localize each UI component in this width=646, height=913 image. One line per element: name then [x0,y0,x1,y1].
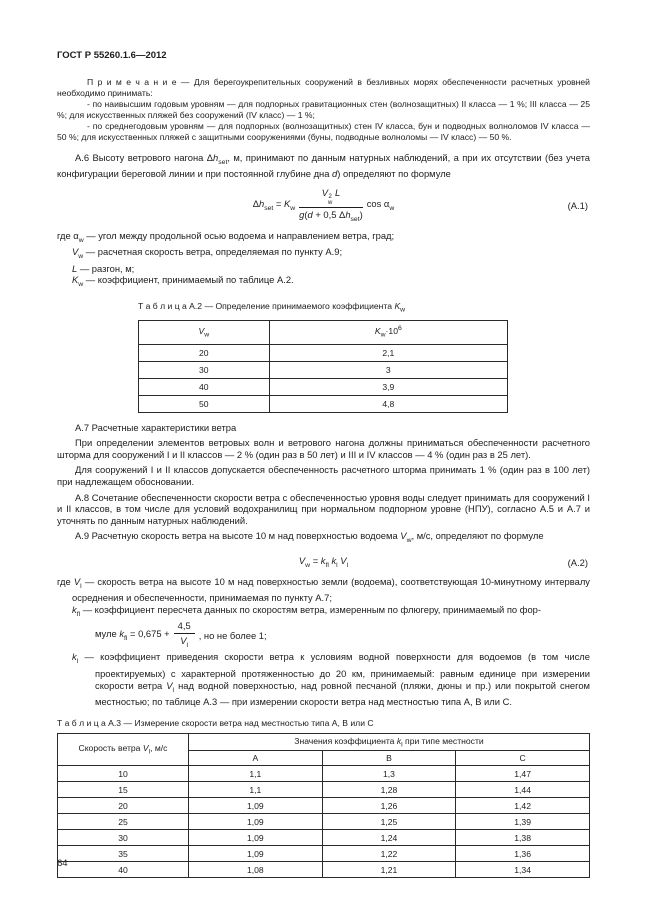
table-a3-cell: 40 [58,862,189,878]
table-a3-cell: 1,24 [322,830,456,846]
kfl-formula [95,620,590,651]
table-a3-cell: 1,26 [322,798,456,814]
note-item: - по среднегодовым уровням — для подпорных (волнозащитных) стен IV класса, бун и подводных волноломов IV класса — 50 %; для искусственных пляжей с защитными сооружениями (буны, подводные волноломы — IV класс) — 50 %. [57,121,590,142]
kfl-denominator: $V_l$ [180,635,189,649]
kfl-numerator: 4,5 [174,620,195,634]
table-row [139,378,508,395]
table-a3-cell: 1,39 [456,814,590,830]
table-a3-subcol-b: В [322,751,456,766]
table-a2-cell: 3 [269,361,507,378]
table-a2-col-vw: $V_w$ [139,320,270,344]
table-a2-header-row [139,320,508,344]
where-a2-kl: $k_l$ — коэффициент приведения скорости ветра к условиям водной поверхности для водоемов (в том числе проектируемых) с характерной протяженностью до 20 км, принимаемый: равным единице при измерении скорости ветра $V_l$ над водной поверхностью, над ровной песчаной (пляжи, дюны и пр.) или покрытой снегом местностью; по таблице А.3 — при измерении скорости ветра над местностью типа А, В или С. [72,651,590,707]
table-a3-cell: 1,28 [322,782,456,798]
table-a3 [57,733,590,879]
where-a1-l: L — разгон, м; [72,262,135,274]
doc-number: ГОСТ Р 55260.1.6—2012 [57,50,167,61]
table-a3-cell: 1,36 [456,846,590,862]
table-a3-subcol-c: С [456,751,590,766]
table-a3-cell: 1,47 [456,766,590,782]
formula-a1 [57,187,590,223]
table-a3-col-speed: Скорость ветра $V_l$, м/с [58,733,189,766]
table-a2 [138,320,508,413]
para-a7-1: При определении элементов ветровых волн и ветрового нагона должны приниматься обеспеченности расчетного шторма для сооружений I и II классов — 2 % (один раз в 50 лет) и III и IV классов — 4 % (один раз в 25 лет). [57,437,590,460]
page-number: 64 [57,858,68,869]
table-row [58,830,590,846]
table-a3-cell: 1,3 [322,766,456,782]
table-a2-body [139,344,508,412]
table-a2-cell: 40 [139,378,270,395]
where-a1-vw: $V_w$ — расчетная скорость ветра, определяемая по пункту А.9; [72,246,343,261]
where-a2-kfl: $k_{fl}$ — коэффициент пересчета данных по скоростям ветра, измеренным по флюгеру, принимаемый по фор- [72,603,542,618]
table-a3-header-row [58,733,590,751]
table-a3-cell: 25 [58,814,189,830]
note-item: - по наивысшим годовым уровням — для подпорных гравитационных стен (волнозащитных) II класса — 1 %; III класса — 25 %; для искусственных пляжей без сооружений (IV класс) — 1 %; [57,99,590,120]
kfl-formula-pre: муле $k_{fl} = 0,675$ + [95,627,170,642]
table-row [58,782,590,798]
para-a6: А.6 Высоту ветрового нагона $\Delta h_{set}$, м, принимают по данным натурных наблюдений, а при их отсутствии (без учета конфигурации береговой линии и при постоянной глубине дна d) определяют по формуле [57,152,591,180]
table-a3-cell: 1,09 [189,830,323,846]
formula-a1-label: (А.1) [567,199,588,211]
table-row [139,344,508,361]
where-list-a2 [57,576,590,708]
table-row [58,846,590,862]
table-a2-col-kw: $K_w\cdot 10^6$ [269,320,507,344]
heading-a7: А.7 Расчетные характеристики ветра [75,421,237,433]
table-a2-cell: 20 [139,344,270,361]
formula-a2 [57,555,590,570]
table-a3-cell: 1,09 [189,814,323,830]
table-a3-cell: 1,21 [322,862,456,878]
table-a3-cell: 1,09 [189,846,323,862]
table-a3-subcol-a: А [189,751,323,766]
formula-a2-label: (А.2) [567,556,588,568]
table-row [58,766,590,782]
table-a3-cell: 30 [58,830,189,846]
table-a2-caption: Т а б л и ц а А.2 — Определение принимаемого коэффициента $K_w$ [138,300,406,314]
table-a3-cell: 15 [58,782,189,798]
table-a3-cell: 1,38 [456,830,590,846]
table-a3-cell: 1,08 [189,862,323,878]
para-a7-2: Для сооружений I и II классов допускается обеспеченность расчетного шторма принимать 1 % (один раз в 100 лет) при надлежащем обосновании. [57,464,590,488]
table-a2-cell: 50 [139,395,270,412]
table-a3-cell: 10 [58,766,189,782]
table-a3-cell: 1,1 [189,766,323,782]
table-a3-cell: 1,34 [456,862,590,878]
formula-a1-lhs: $\Delta h_{set} = K_w$ [252,198,296,212]
table-row [58,862,590,878]
formula-a1-denominator: g(d + 0,5 $\Delta h_{set}$) [299,209,363,223]
formula-a1-numerator: V 2 w L [299,187,363,208]
kfl-fraction [174,620,195,651]
table-a3-cell: 1,25 [322,814,456,830]
note-intro: П р и м е ч а н и е — Для берегоукрепительных сооружений в безливных морях обеспеченности расчетных уровней необходимо принимать: [57,77,590,98]
where-a1-kw: $K_w$ — коэффициент, принимаемый по таблице А.2. [72,274,294,289]
table-a3-cell: 20 [58,798,189,814]
table-a3-cell: 35 [58,846,189,862]
formula-a1-fraction [299,187,363,223]
table-a3-header [58,733,590,766]
table-a3-cell: 1,22 [322,846,456,862]
table-a2-cell: 30 [139,361,270,378]
table-a3-col-group: Значения коэффициента $k_l$ при типе местности [189,733,590,751]
table-a3-cell: 1,44 [456,782,590,798]
table-row [58,814,590,830]
table-row [139,395,508,412]
kfl-formula-post: , но не более 1; [198,630,267,642]
table-row [58,798,590,814]
table-a2-cell: 4,8 [269,395,507,412]
table-a2-header [139,320,508,344]
table-a2-cell: 3,9 [269,378,507,395]
where-list-a1 [57,230,590,291]
table-a3-cell: 1,1 [189,782,323,798]
table-a3-cell: 1,09 [189,798,323,814]
para-a8: А.8 Сочетание обеспеченности скорости ветра с обеспеченностью уровня воды следует принимать для сооружений I и II классов, в том числе для условий водохранилищ при нормальном подпорном уровне (НПУ), согласно А.5 и А.7 и уточнять по данным натурных наблюдений. [57,491,590,526]
table-a3-cell: 1,42 [456,798,590,814]
where-a1-alpha: где $\alpha_w$ — угол между продольной осью водоема и направлением ветра, град; [57,229,395,244]
formula-a1-rhs: $\cos \alpha_w$ [366,198,395,212]
table-row [139,361,508,378]
para-a9: А.9 Расчетную скорость ветра на высоте 10 м над поверхностью водоема $V_w$, м/с, определяют по формуле [75,530,544,545]
table-a3-caption: Т а б л и ц а А.3 — Измерение скорости ветра над местностью типа А, В или С [57,717,374,728]
where-a2-vl: где $V_l$ — скорость ветра на высоте 10 м над поверхностью земли (водоема), соответствующая 10-минутному интервалу осреднения и обеспеченности, принимаемая по пункту А.7; [57,575,590,604]
note-block [57,77,590,143]
table-a2-cell: 2,1 [269,344,507,361]
formula-a2-body: $V_w = k_{fl}$ $k_l$ $V_l$ [298,555,349,570]
table-a3-body [58,766,590,878]
